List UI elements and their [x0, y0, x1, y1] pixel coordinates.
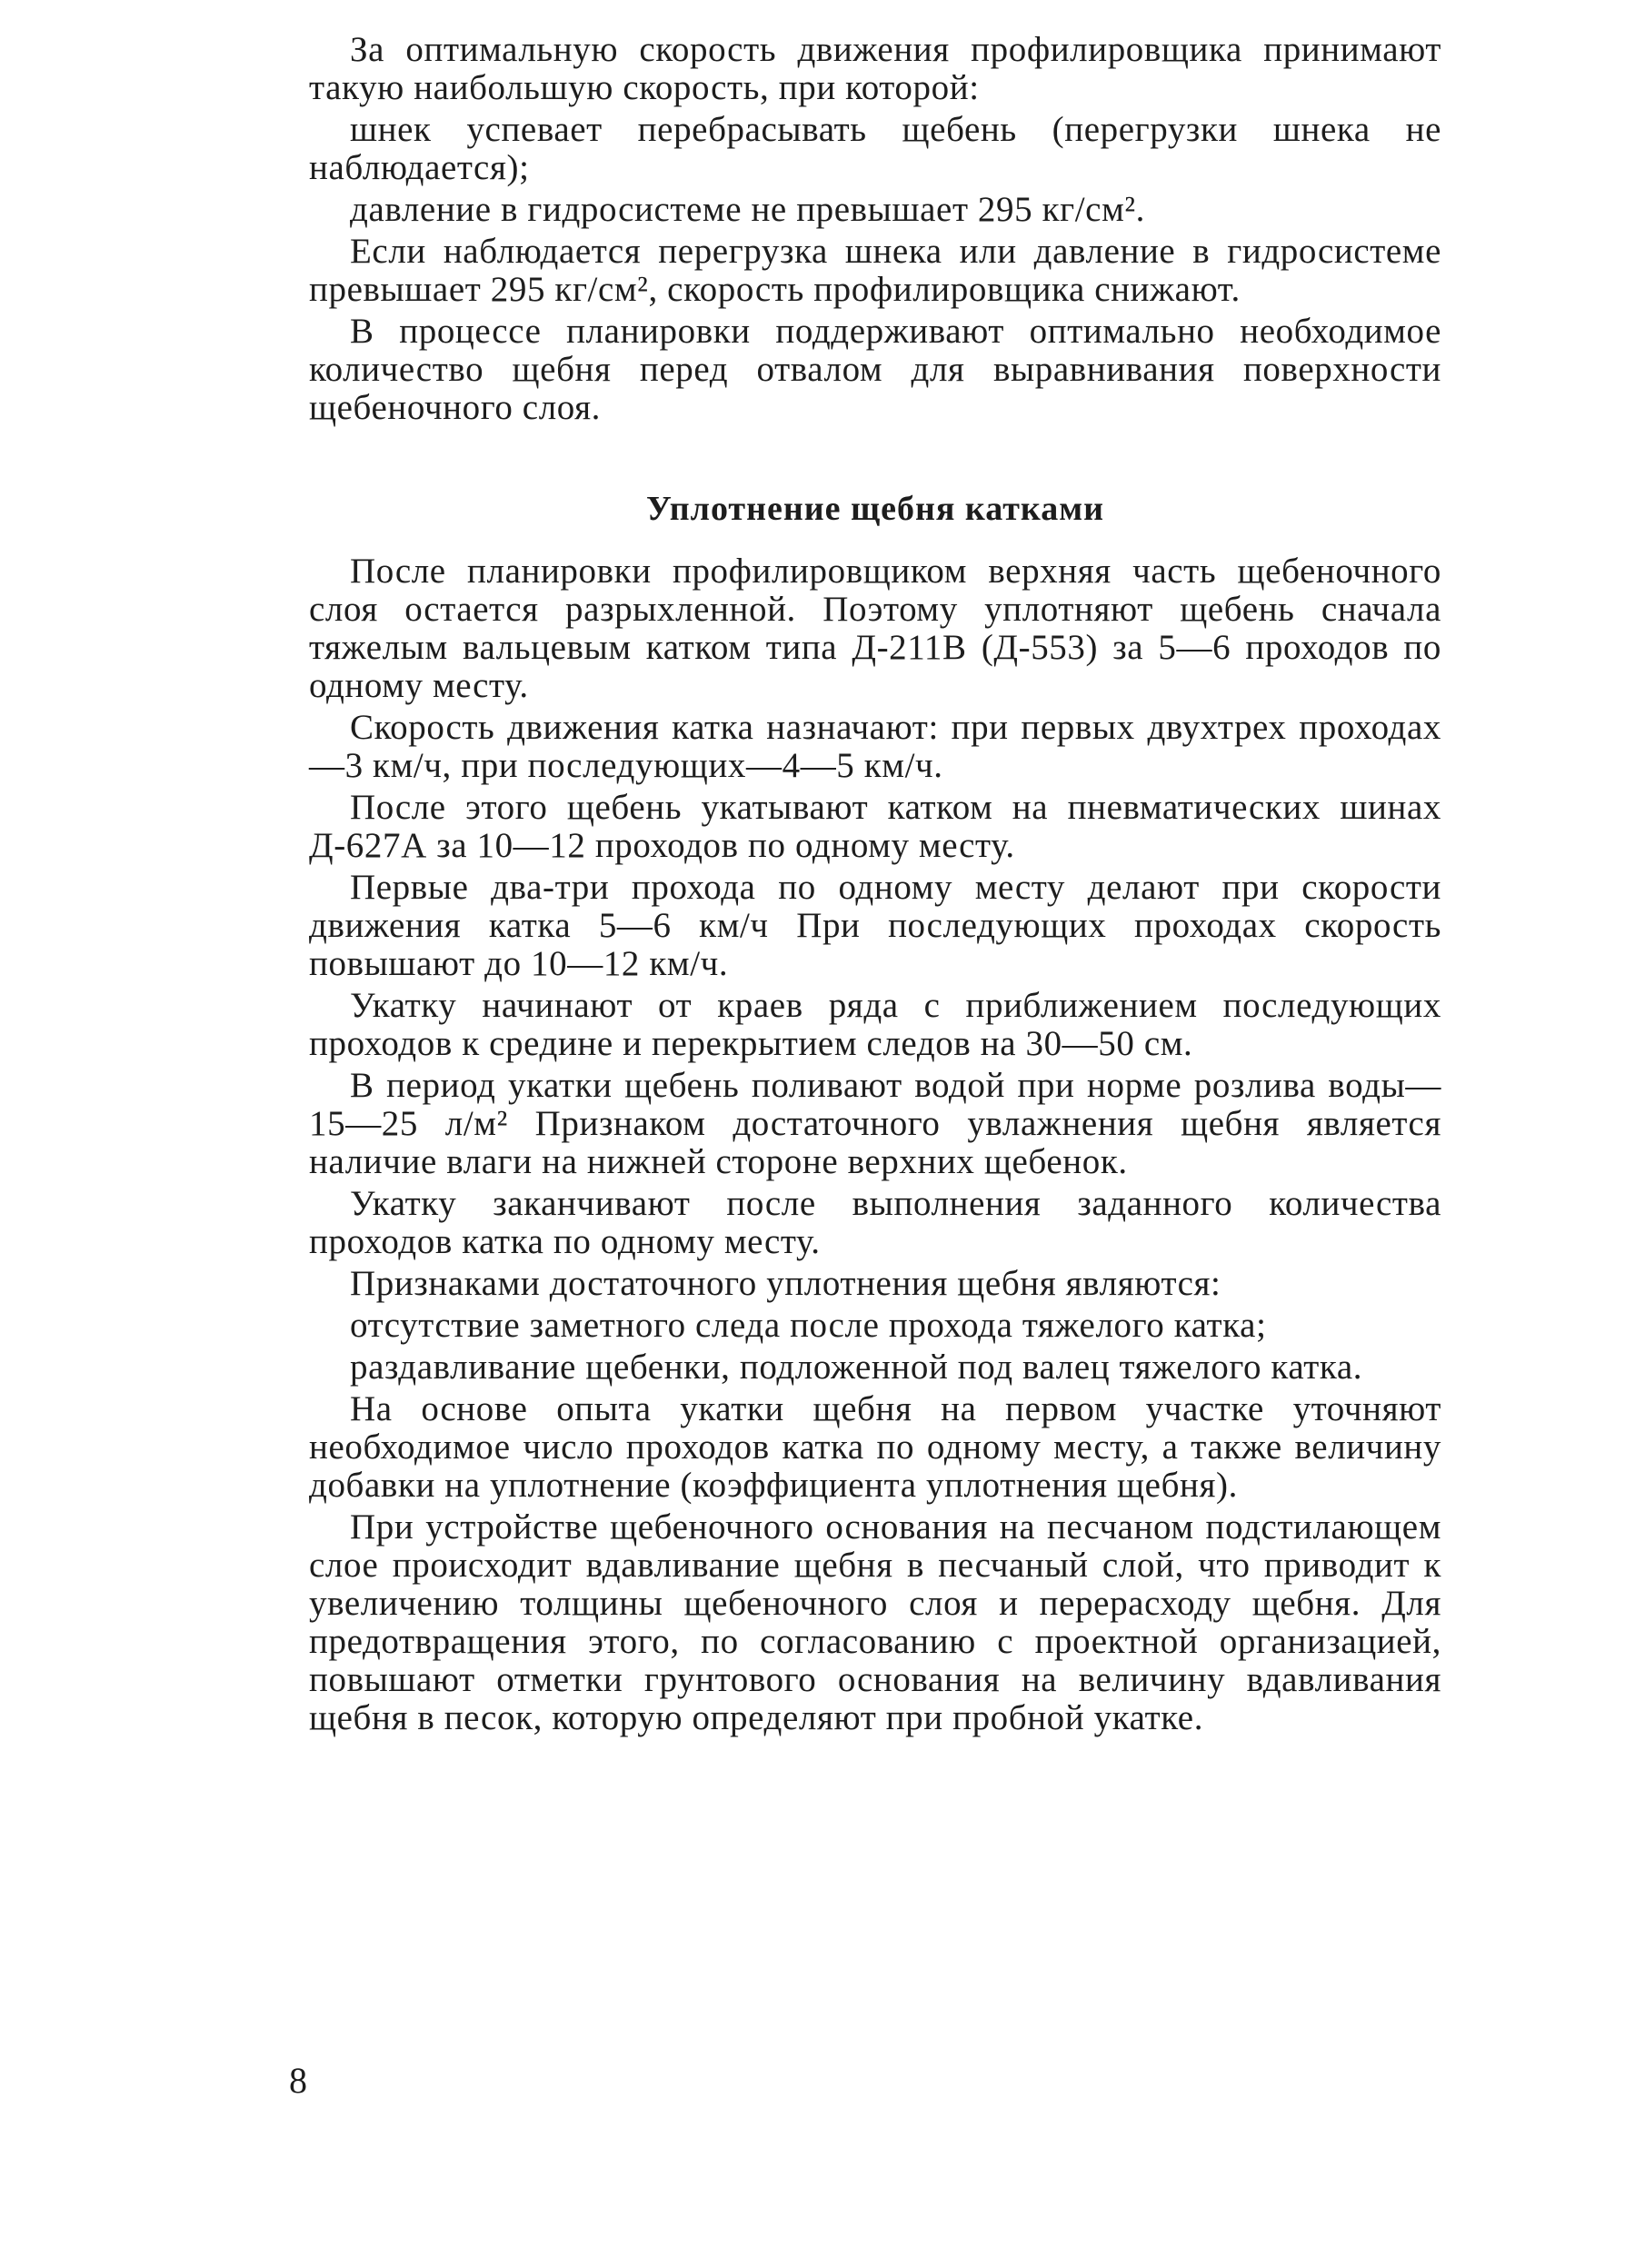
paragraph-main-6: В период укатки щебень поливают водой при норме розлива воды—15—25 л/м² Признаком достаточного увлажнения щебня является наличие влаги на нижней стороне верхних щебенок.	[309, 1066, 1441, 1181]
page-number: 8	[289, 2060, 307, 2101]
paragraph-intro-4: Если наблюдается перегрузка шнека или давление в гидросистеме превышает 295 кг/см², скорость профилировщика снижают.	[309, 232, 1441, 309]
paragraph-main-12: При устройстве щебеночного основания на песчаном подстилающем слое происходит вдавливание щебня в песчаный слой, что приводит к увеличению толщины щебеночного слоя и перерасходу щебня. Для предотвращения этого, по согласованию с проектной организацией, повышают отметки грунтового основания на величину вдавливания щебня в песок, которую определяют при пробной укатке.	[309, 1507, 1441, 1737]
paragraph-main-8: Признаками достаточного уплотнения щебня являются:	[350, 1264, 1221, 1303]
paragraph-intro-5: В процессе планировки поддерживают оптимально необходимое количество щебня перед отвалом для выравнивания поверхности щебеночного слоя.	[309, 312, 1441, 427]
paragraph-main-11: На основе опыта укатки щебня на первом участке уточняют необходимое число проходов катка по одному месту, а также величину добавки на уплотнение (коэффициента уплотнения щебня).	[309, 1389, 1441, 1505]
paragraph-main-4: Первые два-три прохода по одному месту делают при скорости движения катка 5—6 км/ч При последующих проходах скорость повышают до 10—12 км/ч.	[309, 868, 1441, 983]
section-heading: Уплотнение щебня катками	[645, 490, 1105, 528]
paragraph-main-2: Скорость движения катка назначают: при первых двухтрех проходах—3 км/ч, при последующих—4—5 км/ч.	[309, 708, 1441, 785]
paragraph-main-7: Укатку заканчивают после выполнения заданного количества проходов катка по одному месту.	[309, 1184, 1441, 1261]
paragraph-main-10: раздавливание щебенки, подложенной под валец тяжелого катка.	[350, 1348, 1363, 1387]
paragraph-main-3: После этого щебень укатывают катком на пневматических шинах Д-627А за 10—12 проходов по одному месту.	[309, 788, 1441, 865]
paragraph-main-1: После планировки профилировщиком верхняя часть щебеночного слоя остается разрыхленной. Поэтому уплотняют щебень сначала тяжелым вальцевым катком типа Д-211В (Д-553) за 5—6 проходов по одному месту.	[309, 552, 1441, 705]
paragraph-intro-1: За оптимальную скорость движения профилировщика принимают такую наибольшую скорость, при которой:	[309, 30, 1441, 107]
paragraph-intro-2: шнек успевает перебрасывать щебень (перегрузки шнека не наблюдается);	[309, 110, 1441, 187]
paragraph-intro-3: давление в гидросистеме не превышает 295 кг/см².	[350, 190, 1145, 229]
paragraph-main-9: отсутствие заметного следа после прохода тяжелого катка;	[350, 1306, 1267, 1345]
text-column	[309, 31, 1441, 1741]
paragraph-main-5: Укатку начинают от краев ряда с приближением последующих проходов к средине и перекрытием следов на 30—50 см.	[309, 986, 1441, 1063]
